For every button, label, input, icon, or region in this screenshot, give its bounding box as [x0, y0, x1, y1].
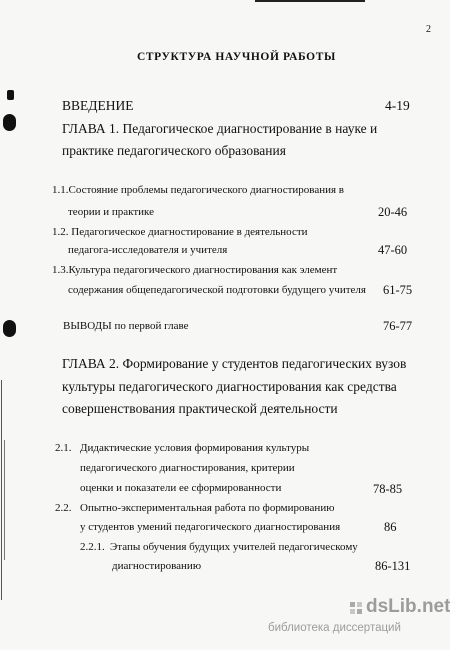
toc-conclusions-pages: 76-77	[383, 319, 413, 333]
toc-s1-3-line2: содержания общепедагогической подготовки будущего учителя	[68, 284, 366, 296]
punch-hole	[3, 114, 16, 131]
toc-s2-2-1-line2: диагностированию	[112, 560, 202, 572]
toc-s2-2-1-num: 2.2.1.	[80, 541, 105, 553]
dslib-logo-icon	[350, 601, 362, 613]
toc-s1-2-line1: 1.2. Педагогическое диагностирование в деятельности	[52, 226, 308, 238]
toc-s1-3-pages: 61-75	[383, 283, 413, 297]
scan-top-edge	[255, 0, 365, 2]
toc-intro-label: ВВЕДЕНИЕ	[62, 98, 134, 113]
toc-s2-1-pages: 78-85	[373, 482, 403, 496]
toc-s1-2-pages: 47-60	[378, 243, 408, 257]
toc-s2-2-1-line1: Этапы обучения будущих учителей педагогическому	[110, 541, 358, 553]
toc-s2-2-num: 2.2.	[55, 502, 72, 514]
toc-chapter1-line1: ГЛАВА 1. Педагогическое диагностирование в науке и	[62, 121, 378, 136]
toc-s2-2-line2: у студентов умений педагогического диагностирования	[80, 521, 341, 533]
toc-conclusions-label: ВЫВОДЫ по первой главе	[63, 320, 189, 332]
toc-chapter2-line1: ГЛАВА 2. Формирование у студентов педагогических вузов	[62, 356, 407, 371]
toc-s2-2-line1: Опытно-экспериментальная работа по формированию	[80, 502, 335, 514]
toc-chapter2-line3: совершенствования практической деятельности	[62, 401, 338, 416]
watermark-logo-text: dsLib.net	[366, 596, 450, 617]
toc-s2-1-line1: Дидактические условия формирования культуры	[80, 442, 310, 454]
toc-s2-2-1-pages: 86-131	[375, 559, 411, 573]
toc-s1-1-line2: теории и практике	[68, 206, 154, 218]
toc-s1-1-line1: 1.1.Состояние проблемы педагогического диагностирования в	[52, 184, 344, 196]
punch-hole	[3, 320, 16, 337]
toc-s1-1-pages: 20-46	[378, 205, 408, 219]
toc-chapter2-line2: культуры педагогического диагностирования как средства	[62, 379, 397, 394]
toc-s2-1-num: 2.1.	[55, 442, 72, 454]
toc-chapter1-line2: практике педагогического образования	[62, 143, 286, 158]
toc-s1-2-line2: педагога-исследователя и учителя	[68, 244, 228, 256]
toc-s2-2-pages: 86	[384, 520, 397, 534]
toc-s2-1-line3: оценки и показатели ее сформированности	[80, 482, 282, 494]
watermark-subtitle: библиотека диссертаций	[268, 622, 401, 634]
page-title: СТРУКТУРА НАУЧНОЙ РАБОТЫ	[137, 51, 336, 63]
scan-left-edge	[4, 440, 5, 560]
watermark-logo	[350, 596, 450, 618]
scan-corner-mark	[7, 90, 14, 100]
toc-s2-1-line2: педагогического диагностирования, критерии	[80, 462, 295, 474]
page-number: 2	[426, 24, 431, 35]
toc-s1-3-line1: 1.3.Культура педагогического диагностирования как элемент	[52, 264, 338, 276]
scan-left-edge	[1, 380, 2, 600]
toc-intro-pages: 4-19	[385, 98, 410, 113]
